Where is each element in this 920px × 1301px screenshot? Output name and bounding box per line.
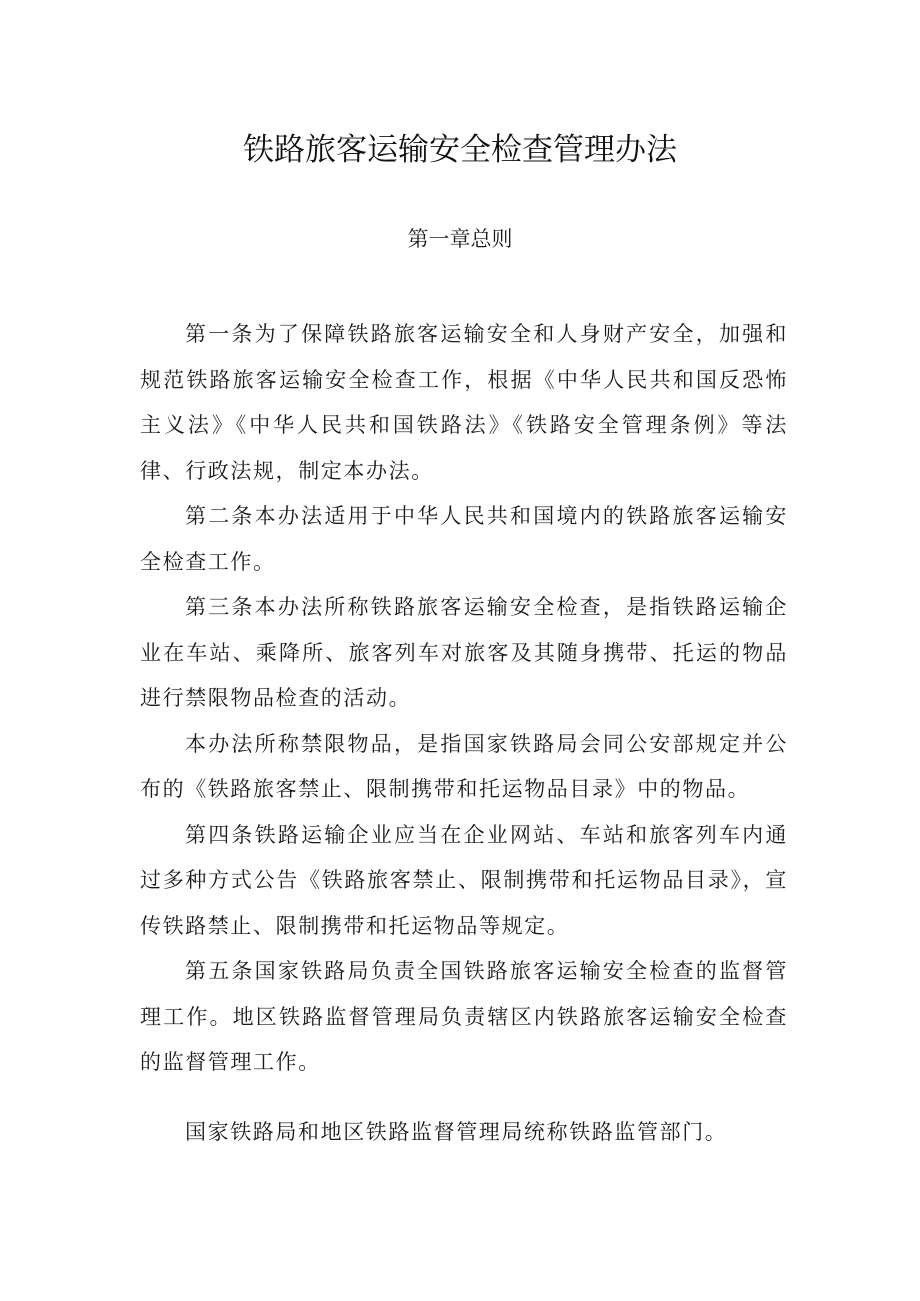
document-title: 铁路旅客运输安全检查管理办法	[243, 132, 677, 168]
paragraph-article-2: 第二条本办法适用于中华人民共和国境内的铁路旅客运输安全检查工作。	[140, 504, 788, 574]
chapter-heading: 第一章总则	[407, 227, 513, 251]
paragraph-regulatory-departments: 国家铁路局和地区铁路监督管理局统称铁路监管部门。	[185, 1120, 728, 1144]
paragraph-article-4: 第四条铁路运输企业应当在企业网站、车站和旅客列车内通过多种方式公告《铁路旅客禁止、限制携带和托运物品目录》，宣传铁路禁止、限制携带和托运物品等规定。	[140, 822, 788, 938]
paragraph-article-5: 第五条国家铁路局负责全国铁路旅客运输安全检查的监督管理工作。地区铁路监督管理局负责辖区内铁路旅客运输安全检查的监督管理工作。	[140, 959, 788, 1074]
paragraph-prohibited-items: 本办法所称禁限物品，是指国家铁路局会同公安部规定并公布的《铁路旅客禁止、限制携带和托运物品目录》中的物品。	[140, 731, 788, 801]
paragraph-article-3: 第三条本办法所称铁路旅客运输安全检查，是指铁路运输企业在车站、乘降所、旅客列车对旅客及其随身携带、托运的物品进行禁限物品检查的活动。	[140, 595, 788, 710]
paragraph-article-1: 第一条为了保障铁路旅客运输安全和人身财产安全，加强和规范铁路旅客运输安全检查工作，根据《中华人民共和国反恐怖主义法》《中华人民共和国铁路法》《铁路安全管理条例》等法律、行政法规，制定本办法。	[140, 322, 788, 483]
document-body	[140, 312, 788, 1086]
